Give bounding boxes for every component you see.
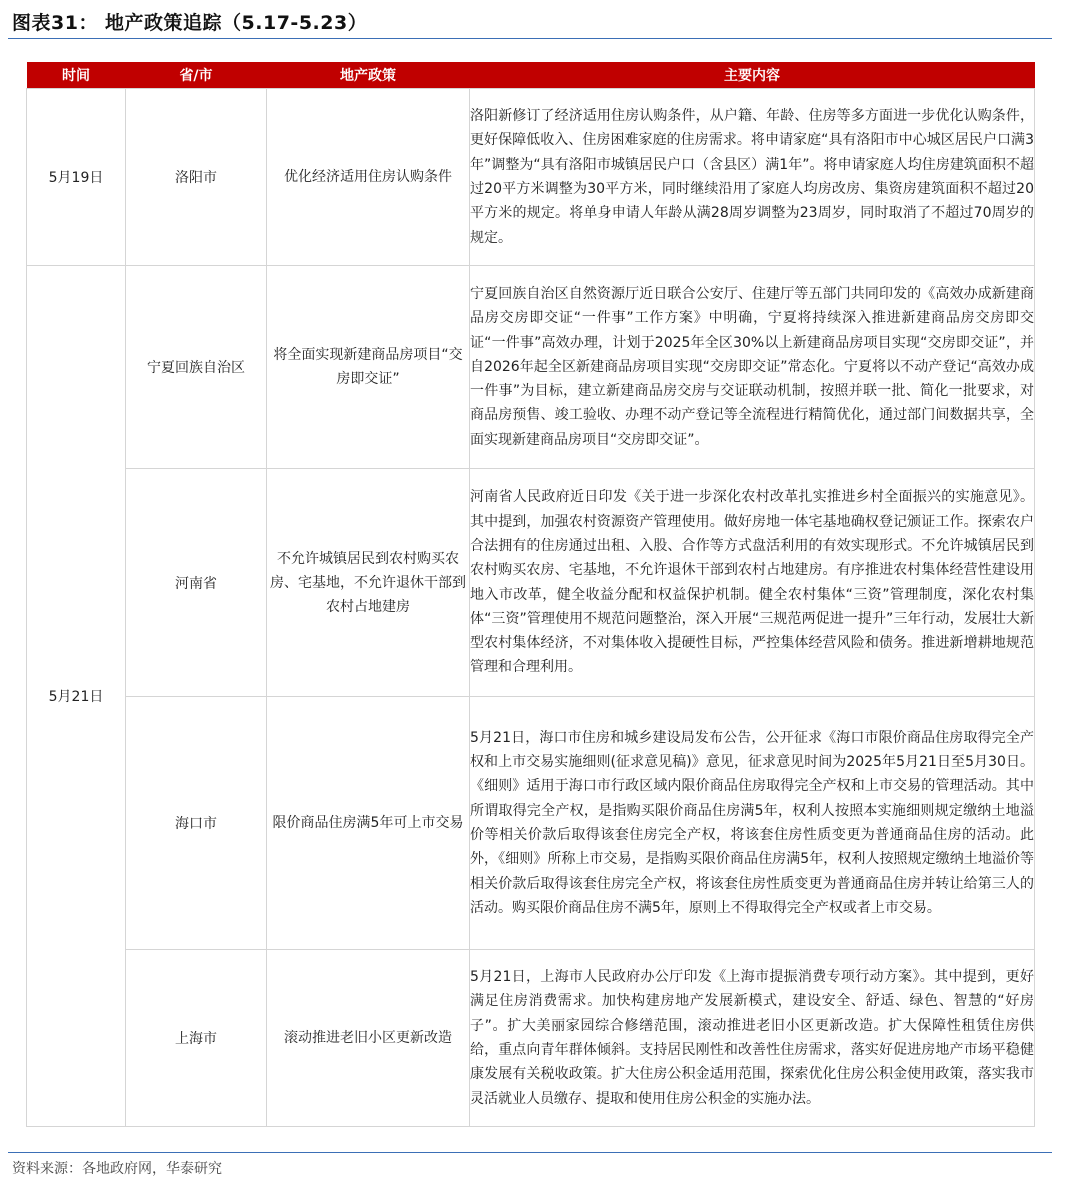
policy-cell: 不允许城镇居民到农村购买农房、宅基地，不允许退休干部到农村占地建房: [267, 469, 470, 697]
policy-cell: 将全面实现新建商品房项目“交房即交证”: [267, 266, 470, 469]
province-cell: 上海市: [126, 950, 267, 1127]
date-cell: 5月19日: [27, 89, 126, 266]
table-row: [27, 469, 1035, 697]
policy-cell: 优化经济适用住房认购条件: [267, 89, 470, 266]
date-cell: 5月21日: [27, 266, 126, 1127]
policy-cell: 限价商品住房满5年可上市交易: [267, 697, 470, 950]
source-note: 资料来源：各地政府网，华泰研究: [12, 1161, 222, 1177]
title-divider: [8, 38, 1052, 39]
source-divider: [8, 1152, 1052, 1153]
table-header-row: [27, 62, 1035, 89]
province-cell: 宁夏回族自治区: [126, 266, 267, 469]
table-row: [27, 950, 1035, 1127]
province-cell: 河南省: [126, 469, 267, 697]
header-policy: 地产政策: [267, 62, 470, 89]
header-time: 时间: [27, 62, 126, 89]
province-cell: 海口市: [126, 697, 267, 950]
table-row: [27, 697, 1035, 950]
content-cell: 洛阳新修订了经济适用住房认购条件，从户籍、年龄、住房等多方面进一步优化认购条件，更好保障低收入、住房困难家庭的住房需求。将申请家庭“具有洛阳市中心城区居民户口满3年”调整为“具有洛阳市城镇居民户口（含县区）满1年”。将申请家庭人均住房建筑面积不超过20平方米调整为30平方米，同时继续沿用了家庭人均房改房、集资房建筑面积不超过20平方米的规定。将单身申请人年龄从满28周岁调整为23周岁，同时取消了不超过70周岁的规定。: [470, 89, 1035, 266]
figure-title: 图表31： 地产政策追踪（5.17-5.23）: [12, 12, 368, 34]
table-row: [27, 266, 1035, 469]
policy-table: [26, 62, 1035, 1127]
content-cell: 宁夏回族自治区自然资源厅近日联合公安厅、住建厅等五部门共同印发的《高效办成新建商品房交房即交证“一件事”工作方案》中明确，宁夏将持续深入推进新建商品房交房即交证“一件事”高效办理，计划于2025年全区30%以上新建商品房项目实现“交房即交证”，并自2026年起全区新建商品房项目实现“交房即交证”常态化。宁夏将以不动产登记“高效办成一件事”为目标，建立新建商品房交房与交证联动机制，按照并联一批、简化一批要求，对商品房预售、竣工验收、办理不动产登记等全流程进行精简优化，通过部门间数据共享，全面实现新建商品房项目“交房即交证”。: [470, 266, 1035, 469]
province-cell: 洛阳市: [126, 89, 267, 266]
content-cell: 5月21日，上海市人民政府办公厅印发《上海市提振消费专项行动方案》。其中提到，更好满足住房消费需求。加快构建房地产发展新模式，建设安全、舒适、绿色、智慧的“好房子”。扩大美丽家园综合修缮范围，滚动推进老旧小区更新改造。扩大保障性租赁住房供给，重点向青年群体倾斜。支持居民刚性和改善性住房需求，落实好促进房地产市场平稳健康发展有关税收政策。扩大住房公积金适用范围，探索优化住房公积金使用政策，落实我市灵活就业人员缴存、提取和使用住房公积金的实施办法。: [470, 950, 1035, 1127]
content-cell: 5月21日，海口市住房和城乡建设局发布公告，公开征求《海口市限价商品住房取得完全产权和上市交易实施细则(征求意见稿)》意见，征求意见时间为2025年5月21日至5月30日。《细则》适用于海口市行政区域内限价商品住房取得完全产权和上市交易的管理活动。其中所谓取得完全产权，是指购买限价商品住房满5年，权利人按照本实施细则规定缴纳土地溢价等相关价款后取得该套住房完全产权，将该套住房性质变更为普通商品住房的活动。此外，《细则》所称上市交易，是指购买限价商品住房满5年，权利人按照规定缴纳土地溢价等相关价款后取得该套住房完全产权，将该套住房性质变更为普通商品住房并转让给第三人的活动。购买限价商品住房不满5年，原则上不得取得完全产权或者上市交易。: [470, 697, 1035, 950]
header-province: 省/市: [126, 62, 267, 89]
content-cell: 河南省人民政府近日印发《关于进一步深化农村改革扎实推进乡村全面振兴的实施意见》。其中提到，加强农村资源资产管理使用。做好房地一体宅基地确权登记颁证工作。探索农户合法拥有的住房通过出租、入股、合作等方式盘活利用的有效实现形式。不允许城镇居民到农村购买农房、宅基地，不允许退休干部到农村占地建房。有序推进农村集体经营性建设用地入市改革，健全收益分配和权益保护机制。健全农村集体“三资”管理制度，深化农村集体“三资”管理使用不规范问题整治，深入开展“三规范两促进一提升”三年行动，发展壮大新型农村集体经济，不对集体收入提硬性目标，严控集体经营风险和债务。推进新增耕地规范管理和合理利用。: [470, 469, 1035, 697]
policy-cell: 滚动推进老旧小区更新改造: [267, 950, 470, 1127]
table-row: [27, 89, 1035, 266]
header-content: 主要内容: [470, 62, 1035, 89]
